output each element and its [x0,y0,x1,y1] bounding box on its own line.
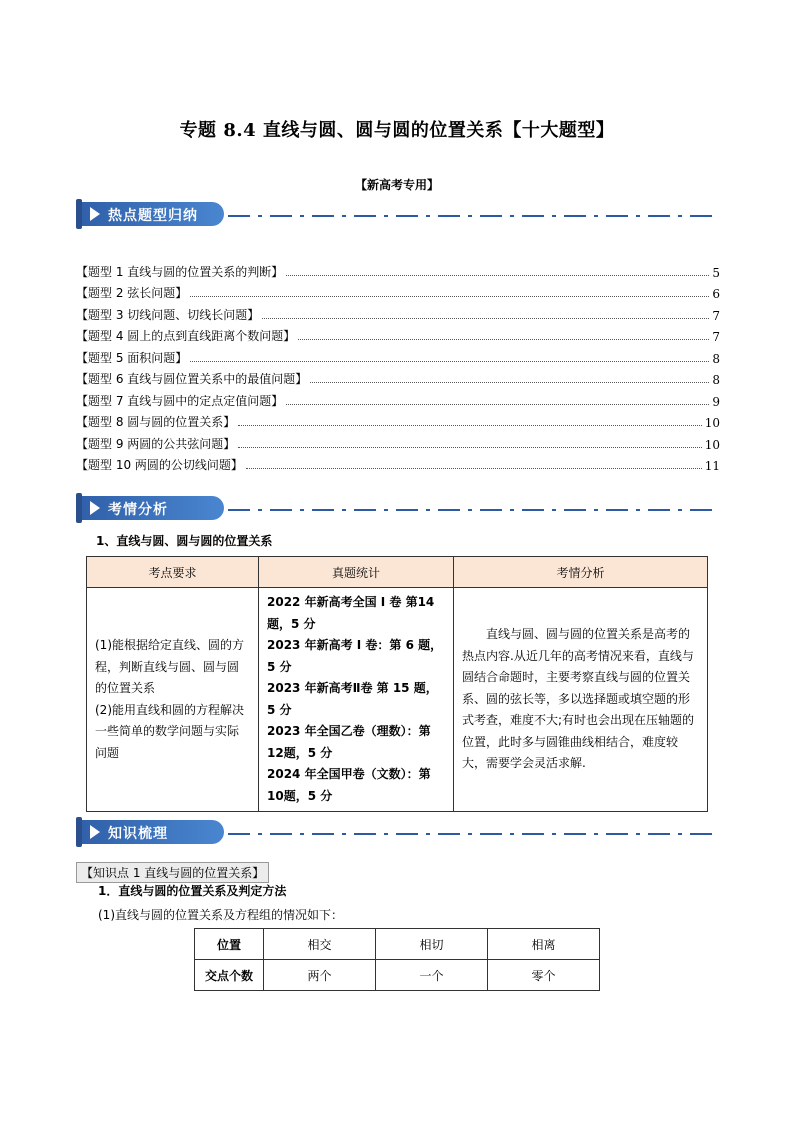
table-cell: 一个 [376,960,488,991]
toc-label: 【题型 8 圆与圆的位置关系】 [76,415,236,429]
section-banner-knowledge [76,820,720,846]
table-row [195,929,600,960]
play-arrow-icon [90,501,100,515]
leader-dots [310,382,709,383]
table-of-contents [76,258,720,473]
leader-dots [246,468,702,469]
toc-label: 【题型 7 直线与圆中的定点定值问题】 [76,393,284,408]
toc-page-number: 9 [712,394,720,409]
knowledge-text: (1)直线与圆的位置关系及方程组的情况如下： [98,908,343,922]
table-row [87,588,708,812]
leader-dots [298,339,709,340]
table-cell: 相切 [376,929,488,960]
toc-label: 【题型 10 两圆的公切线问题】 [76,458,243,472]
divider [228,833,720,835]
table-row [195,960,600,991]
toc-page-number: 7 [712,330,720,344]
toc-item[interactable] [76,344,720,366]
toc-label: 【题型 4 圆上的点到直线距离个数问题】 [76,329,296,343]
table-header: 考点要求 [87,557,259,588]
section-banner-hot [76,202,720,228]
exam-analysis-table [86,556,708,812]
toc-item[interactable] [76,323,720,345]
divider [228,215,720,217]
toc-item[interactable] [76,409,720,431]
leader-dots [238,447,701,448]
leader-dots [286,275,709,276]
page-subtitle: 【新高考专用】 [354,178,439,192]
banner-tab [76,202,224,226]
toc-page-number: 10 [704,437,720,452]
toc-page-number: 7 [712,308,720,323]
table-cell: 相交 [264,929,376,960]
banner-tab [76,820,224,844]
toc-item[interactable] [76,387,720,409]
play-arrow-icon [90,825,100,839]
toc-item[interactable] [76,280,720,302]
toc-page-number: 5 [712,265,720,280]
table-header: 考情分析 [454,557,708,588]
section-banner-exam [76,496,720,522]
table-header-row [87,557,708,588]
banner-label: 知识梳理 [108,826,168,842]
leader-dots [190,361,709,362]
table-header: 真题统计 [259,557,454,588]
toc-page-number: 8 [712,351,720,366]
table-cell: 两个 [264,960,376,991]
table-cell: 交点个数 [195,960,264,991]
toc-label: 【题型 3 切线问题、切线长问题】 [76,307,260,322]
requirements-cell: (1)能根据给定直线、圆的方程，判断直线与圆、圆与圆的位置关系 (2)能用直线和圆的方程解决一些简单的数学问题与实际问题 [87,588,259,812]
toc-item[interactable] [76,301,720,323]
toc-page-number: 10 [704,416,720,430]
leader-dots [286,404,709,405]
leader-dots [238,425,701,426]
toc-item[interactable] [76,452,720,474]
table-cell: 相离 [488,929,600,960]
toc-label: 【题型 9 两圆的公共弦问题】 [76,436,236,451]
toc-label: 【题型 2 弦长问题】 [76,286,188,300]
analysis-heading: 1、直线与圆、圆与圆的位置关系 [96,534,273,548]
knowledge-subheading: 1．直线与圆的位置关系及判定方法 [98,884,287,898]
leader-dots [262,318,709,319]
toc-page-number: 8 [712,373,720,387]
page-title: 专题 8.4 直线与圆、圆与圆的位置关系【十大题型】 [179,120,615,141]
banner-label: 热点题型归纳 [108,208,198,224]
toc-item[interactable] [76,430,720,452]
banner-tab [76,496,224,520]
divider [228,509,720,511]
toc-item[interactable] [76,366,720,388]
stats-cell: 2022 年新高考全国 I 卷 第14题，5 分 2023 年新高考 I 卷：第 6 题，5 分 2023 年新高考Ⅱ卷 第 15 题，5 分 2023 年全国乙卷（理数）：第12题，5 分 2024 年全国甲卷（文数）：第10题，5 分 [259,588,454,812]
table-cell: 零个 [488,960,600,991]
toc-label: 【题型 6 直线与圆位置关系中的最值问题】 [76,372,308,386]
table-cell: 位置 [195,929,264,960]
banner-label: 考情分析 [108,502,168,518]
toc-page-number: 11 [704,459,720,473]
toc-page-number: 6 [712,287,720,301]
toc-item[interactable] [76,258,720,280]
analysis-cell: 直线与圆、圆与圆的位置关系是高考的热点内容.从近几年的高考情况来看，直线与圆结合命题时，主要考察直线与圆的位置关系、圆的弦长等，多以选择题或填空题的形式考查，难度不大;有时也会出现在压轴题的位置，此时多与圆锥曲线相结合，难度较大，需要学会灵活求解. [454,588,708,812]
toc-label: 【题型 5 面积问题】 [76,350,188,365]
knowledge-point-title: 【知识点 1 直线与圆的位置关系】 [76,862,269,883]
play-arrow-icon [90,207,100,221]
position-table [194,928,600,991]
toc-label: 【题型 1 直线与圆的位置关系的判断】 [76,264,284,279]
leader-dots [190,296,709,297]
